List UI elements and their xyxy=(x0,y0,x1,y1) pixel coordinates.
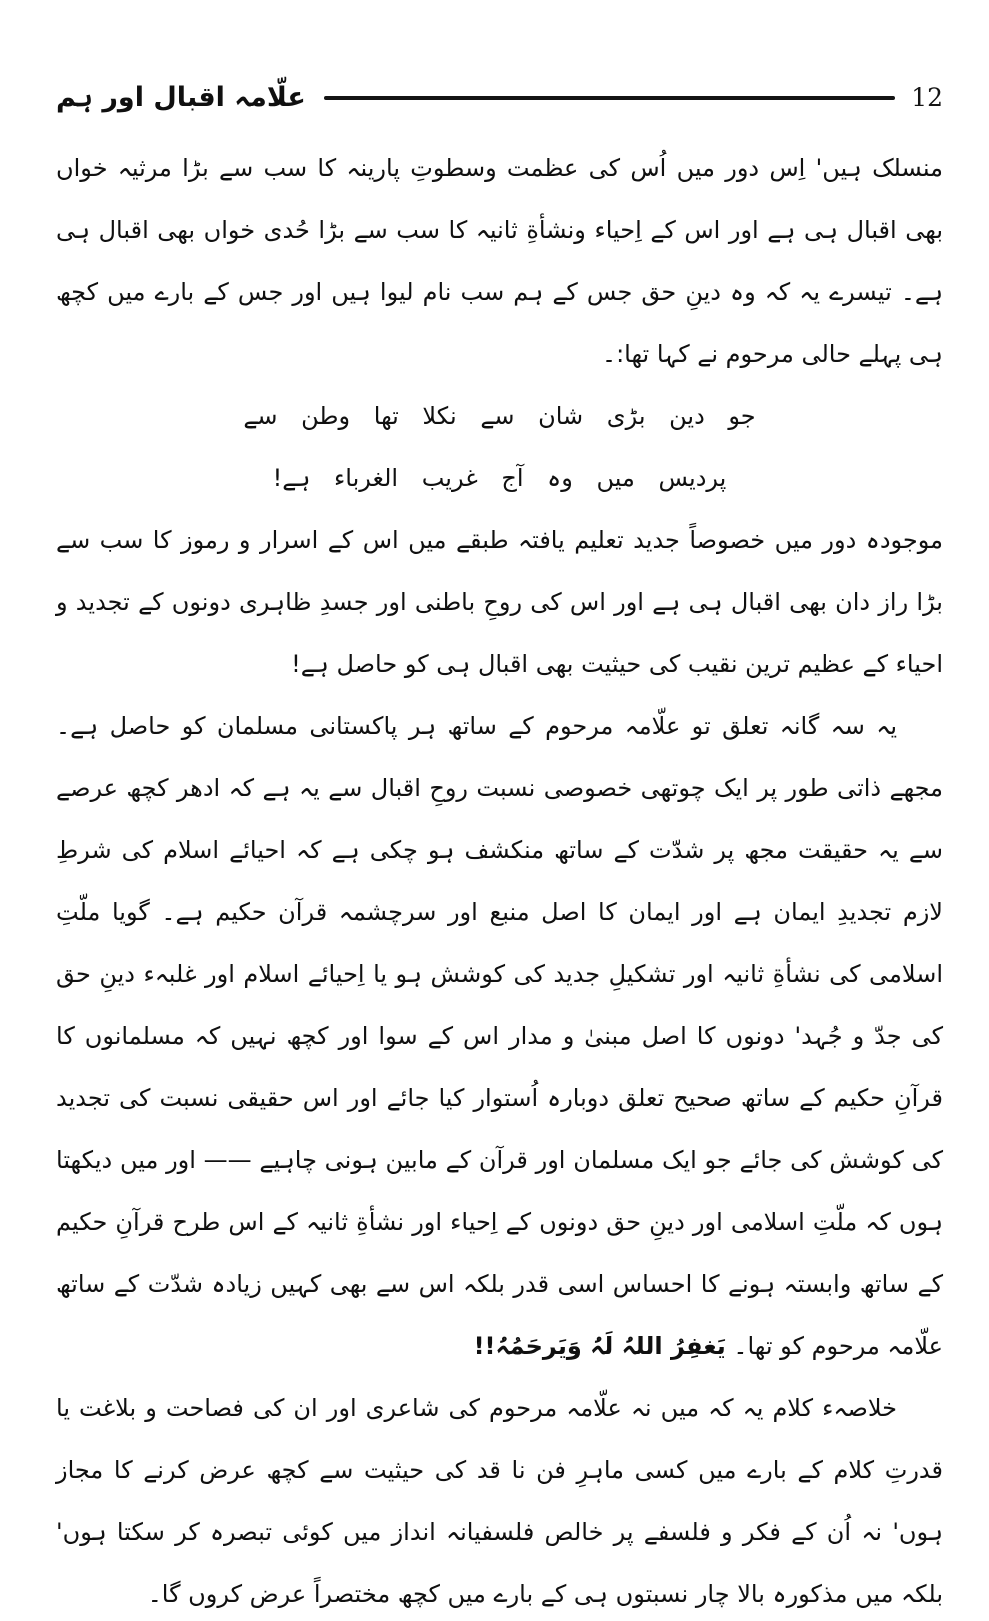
page-content xyxy=(56,137,943,1621)
page-header xyxy=(56,82,943,113)
paragraph-2: موجودہ دور میں خصوصاً جدید تعلیم یافتہ طبقے میں اس کے اسرار و رموز کا سب سے بڑا راز دان بھی اقبال ہی ہے اور اس کی روحِ باطنی اور جسدِ ظاہری دونوں کے تجدید و احیاء کے عظیم ترین نقیب کی حیثیت بھی اقبال ہی کو حاصل ہے! xyxy=(56,526,943,678)
paragraph-3-text: یہ سہ گانہ تعلق تو علّامہ مرحوم کے ساتھ ہر پاکستانی مسلمان کو حاصل ہے۔ مجھے ذاتی طور پر ایک چوتھی خصوصی نسبت روحِ اقبال سے یہ ہے کہ ادھر کچھ عرصے سے یہ حقیقت مجھ پر شدّت کے ساتھ منکشف ہو چکی ہے کہ احیائے اسلام کی شرطِ لازم تجدیدِ ایمان ہے اور ایمان کا اصل منبع اور سرچشمہ قرآن حکیم ہے۔ گویا ملّتِ اسلامی کی نشأةِ ثانیہ اور تشکیلِ جدید کی کوشش ہو یا اِحیائے اسلام اور غلبہء دینِ حق کی جدّ و جُہد' دونوں کا اصل مبنیٰ و مدار اس کے سوا اور کچھ نہیں کہ مسلمانوں کا قرآنِ حکیم کے ساتھ صحیح تعلق دوبارہ اُستوار کیا جائے اور اس حقیقی نسبت کی تجدید کی کوشش کی جائے جو ایک مسلمان اور قرآن کے مابین ہونی چاہیے —— اور میں دیکھتا ہوں کہ ملّتِ اسلامی اور دینِ حق دونوں کے اِحیاء اور نشأةِ ثانیہ کے اس طرح قرآنِ حکیم کے ساتھ وابستہ ہونے کا احساس اسی قدر بلکہ اس سے بھی کہیں زیادہ شدّت کے ساتھ علّامہ مرحوم کو تھا۔ xyxy=(56,712,943,1360)
arabic-dua: یَغفِرُ اللہُ لَہُ وَیَرحَمُہُ!! xyxy=(473,1332,726,1360)
paragraph-3 xyxy=(56,695,943,1377)
verse-couplet xyxy=(116,385,883,509)
verse-line-1: جو دین بڑی شان سے نکلا تھا وطن سے xyxy=(243,402,756,430)
paragraph-4: خلاصہء کلام یہ کہ میں نہ علّامہ مرحوم کی شاعری اور ان کی فصاحت و بلاغت یا قدرتِ کلام کے بارے میں کسی ماہرِ فن نا قد کی حیثیت سے کچھ عرض کرنے کا مجاز ہوں' نہ اُن کے فکر و فلسفے پر خالص فلسفیانہ انداز میں کوئی تبصرہ کر سکتا ہوں' بلکہ میں مذکورہ بالا چار نسبتوں ہی کے بارے میں کچھ مختصراً عرض کروں گا۔ xyxy=(56,1394,943,1608)
running-title: علّامہ اقبال اور ہم xyxy=(56,82,306,113)
page-number: 12 xyxy=(911,83,943,112)
header-rule xyxy=(324,96,895,100)
verse-line-2: پردیس میں وہ آج غریب الغرباء ہے! xyxy=(272,464,727,492)
paragraph-1: منسلک ہیں' اِس دور میں اُس کی عظمت وسطوتِ پارینہ کا سب سے بڑا مرثیہ خواں بھی اقبال ہی ہے اور اس کے اِحیاء ونشأةِ ثانیہ کا سب سے بڑا حُدی خواں بھی اقبال ہی ہے۔ تیسرے یہ کہ وہ دینِ حق جس کے ہم سب نام لیوا ہیں اور جس کے بارے میں کچھ ہی پہلے حالی مرحوم نے کہا تھا:۔ xyxy=(56,154,943,368)
